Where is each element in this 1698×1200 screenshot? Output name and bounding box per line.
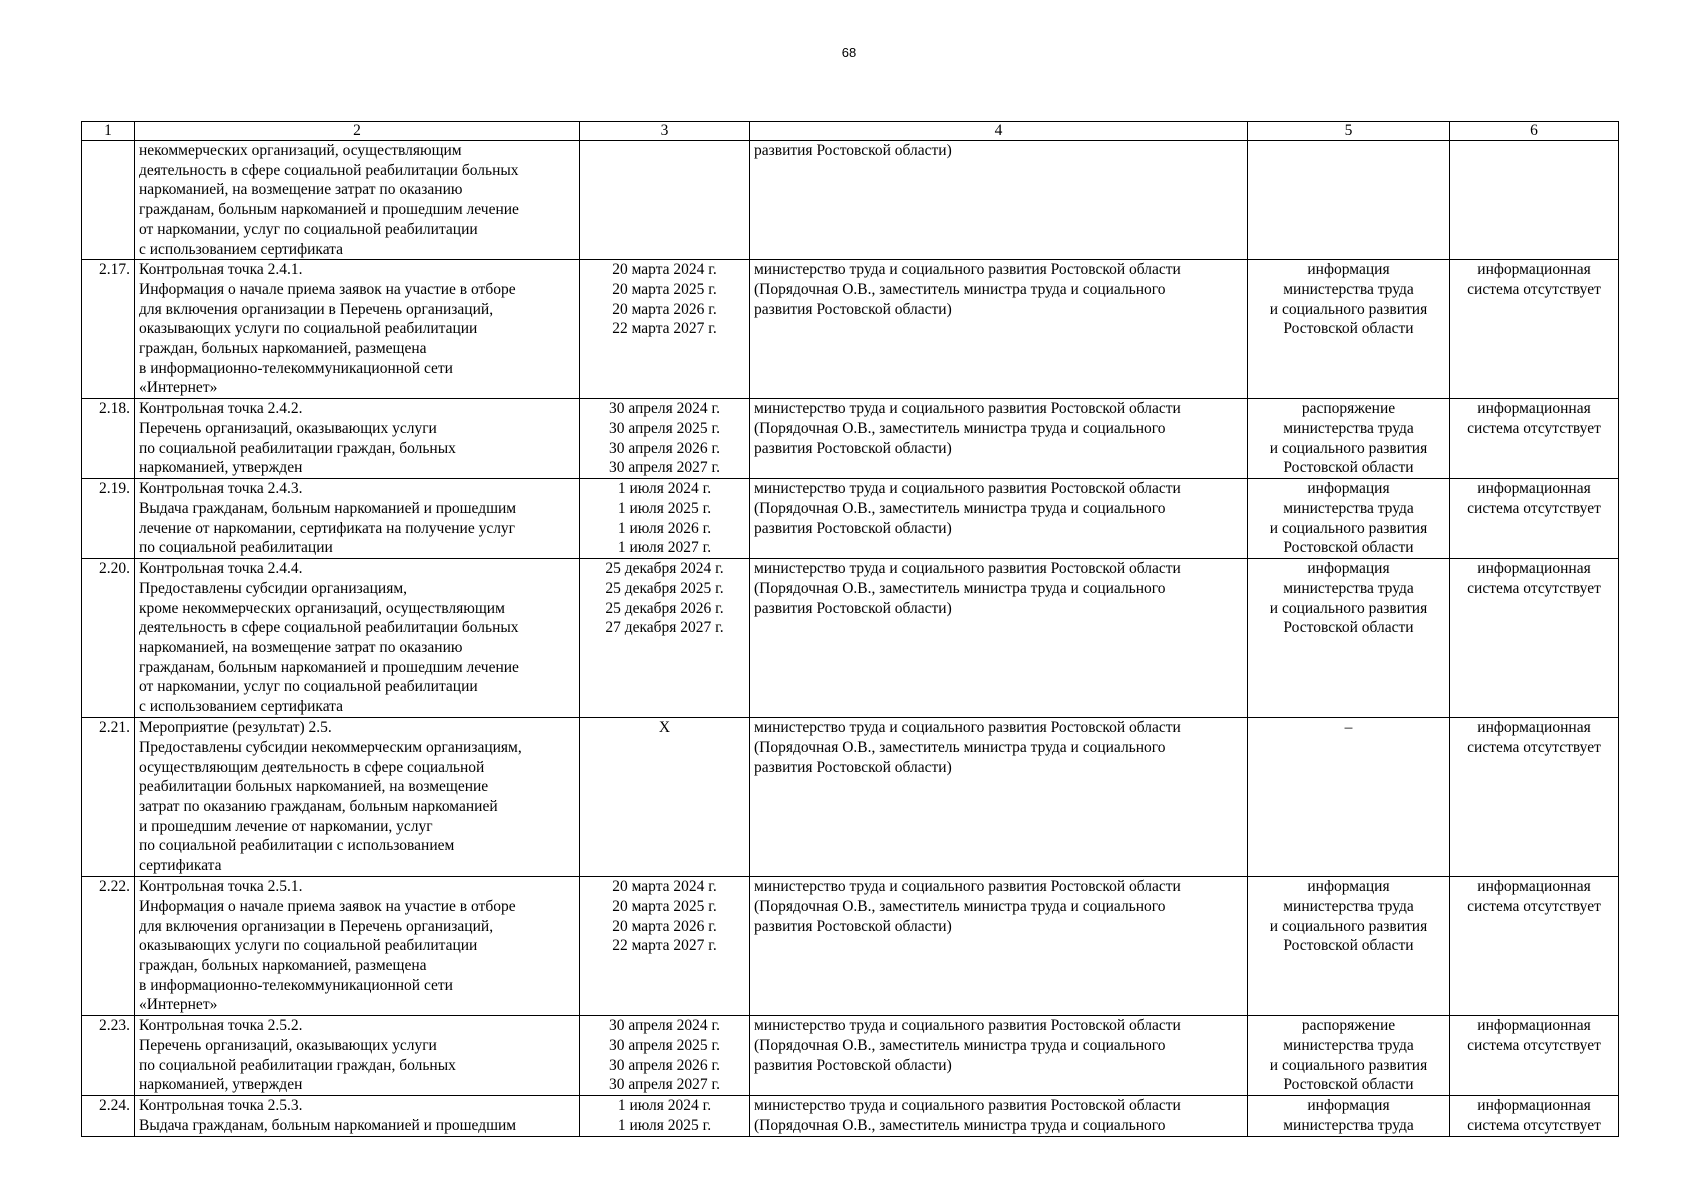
column-header: 5: [1248, 122, 1450, 141]
cell-line: Х: [658, 719, 671, 737]
cell-line: (Порядочная О.В., заместитель министра труда и социального: [754, 579, 1166, 597]
information-system-cell: [1450, 399, 1619, 479]
cell-line: 30 апреля 2024 г.: [608, 400, 721, 418]
cell-line: информационная: [1477, 878, 1591, 896]
column-header: 2: [135, 122, 580, 141]
row-number-cell: 2.20.: [82, 559, 135, 718]
cell-line: и социального развития: [1269, 599, 1428, 617]
cell-line: по социальной реабилитации граждан, больных: [139, 439, 456, 457]
cell-line: Ростовской области: [1283, 1076, 1414, 1094]
cell-line: информация: [1307, 480, 1390, 498]
cell-line: система отсутствует: [1467, 738, 1601, 756]
description-cell: [135, 559, 580, 718]
cell-line: министерство труда и социального развития Ростовской области: [754, 480, 1181, 498]
cell-line: Предоставлены субсидии организациям,: [139, 579, 408, 597]
page-number: 68: [841, 45, 857, 60]
cell-line: и социального развития: [1269, 300, 1428, 318]
row-number-cell: 2.18.: [82, 399, 135, 479]
cell-line: (Порядочная О.В., заместитель министра труда и социального: [754, 738, 1166, 756]
cell-line: развития Ростовской области): [754, 519, 952, 537]
description-cell: [135, 141, 580, 260]
cell-line: кроме некоммерческих организаций, осуществляющим: [139, 599, 505, 617]
cell-line: от наркомании, услуг по социальной реабилитации: [139, 220, 478, 238]
deadline-cell: [580, 718, 750, 877]
cell-line: и социального развития: [1269, 439, 1428, 457]
cell-line: информационная: [1477, 261, 1591, 279]
cell-line: 20 марта 2026 г.: [612, 300, 717, 318]
description-cell: [135, 1016, 580, 1096]
cell-line: 30 апреля 2025 г.: [608, 419, 721, 437]
information-system-cell: [1450, 559, 1619, 718]
cell-line: Контрольная точка 2.4.3.: [139, 480, 303, 498]
table-row: [82, 260, 1619, 399]
cell-line: Ростовской области: [1283, 937, 1414, 955]
cell-line: Ростовской области: [1283, 459, 1414, 477]
cell-line: система отсутствует: [1467, 579, 1601, 597]
information-system-cell: [1450, 260, 1619, 399]
cell-line: 25 декабря 2025 г.: [605, 579, 724, 597]
cell-line: Предоставлены субсидии некоммерческим организациям,: [139, 738, 522, 756]
cell-line: наркоманией, утвержден: [139, 1076, 303, 1094]
deadline-cell: [580, 260, 750, 399]
responsible-cell: [750, 1096, 1248, 1137]
row-number-cell: 2.21.: [82, 718, 135, 877]
deadline-cell: [580, 1016, 750, 1096]
responsible-cell: [750, 718, 1248, 877]
row-number-cell: 2.24.: [82, 1096, 135, 1137]
cell-line: по социальной реабилитации граждан, больных: [139, 1056, 456, 1074]
information-system-cell: [1450, 1016, 1619, 1096]
cell-line: от наркомании, услуг по социальной реабилитации: [139, 678, 478, 696]
cell-line: Ростовской области: [1283, 320, 1414, 338]
cell-line: министерство труда и социального развития Ростовской области: [754, 400, 1181, 418]
cell-line: развития Ростовской области): [754, 439, 952, 457]
responsible-cell: [750, 141, 1248, 260]
cell-line: 1 июля 2024 г.: [617, 1097, 712, 1115]
row-number-cell: 2.17.: [82, 260, 135, 399]
cell-line: развития Ростовской области): [754, 300, 952, 318]
table-body: [82, 141, 1619, 1137]
cell-line: Выдача гражданам, больным наркоманией и прошедшим: [139, 499, 517, 517]
cell-line: министерство труда и социального развития Ростовской области: [754, 878, 1181, 896]
table-row: [82, 399, 1619, 479]
deadline-cell: [580, 399, 750, 479]
document-cell: [1248, 1096, 1450, 1137]
column-header: 3: [580, 122, 750, 141]
table-row: [82, 718, 1619, 877]
cell-line: наркоманией, утвержден: [139, 459, 303, 477]
cell-line: 20 марта 2024 г.: [612, 878, 717, 896]
cell-line: 30 апреля 2024 г.: [608, 1017, 721, 1035]
row-number-cell: 2.22.: [82, 877, 135, 1016]
information-system-cell: [1450, 479, 1619, 559]
cell-line: Ростовской области: [1283, 619, 1414, 637]
cell-line: Информация о начале приема заявок на участие в отборе: [139, 280, 516, 298]
description-cell: [135, 479, 580, 559]
cell-line: министерства труда: [1283, 1116, 1414, 1134]
responsible-cell: [750, 559, 1248, 718]
cell-line: граждан, больных наркоманией, размещена: [139, 957, 427, 975]
cell-line: информация: [1307, 878, 1390, 896]
table-row: [82, 141, 1619, 260]
deadline-cell: [580, 479, 750, 559]
cell-line: Мероприятие (результат) 2.5.: [139, 719, 332, 737]
cell-line: оказывающих услуги по социальной реабилитации: [139, 937, 478, 955]
header-row: [82, 122, 1619, 141]
cell-line: информационная: [1477, 480, 1591, 498]
row-number-cell: 2.23.: [82, 1016, 135, 1096]
table-row: [82, 479, 1619, 559]
cell-line: министерства труда: [1283, 897, 1414, 915]
cell-line: 20 марта 2026 г.: [612, 917, 717, 935]
cell-line: министерства труда: [1283, 419, 1414, 437]
cell-line: гражданам, больным наркоманией и прошедшим лечение: [139, 658, 519, 676]
responsible-cell: [750, 479, 1248, 559]
cell-line: 1 июля 2025 г.: [617, 1116, 712, 1134]
cell-line: гражданам, больным наркоманией и прошедшим лечение: [139, 201, 519, 219]
cell-line: в информационно-телекоммуникационной сети: [139, 976, 453, 994]
cell-line: министерство труда и социального развития Ростовской области: [754, 560, 1181, 578]
cell-line: деятельность в сфере социальной реабилитации больных: [139, 161, 519, 179]
cell-line: 30 апреля 2025 г.: [608, 1036, 721, 1054]
description-cell: [135, 1096, 580, 1137]
cell-line: развития Ростовской области): [754, 1056, 952, 1074]
cell-line: система отсутствует: [1467, 1116, 1601, 1134]
document-cell: [1248, 877, 1450, 1016]
cell-line: развития Ростовской области): [754, 758, 952, 776]
cell-line: Контрольная точка 2.5.2.: [139, 1017, 303, 1035]
cell-line: сертификата: [139, 857, 222, 875]
cell-line: с использованием сертификата: [139, 698, 344, 716]
cell-line: 25 декабря 2026 г.: [605, 599, 724, 617]
cell-line: 20 марта 2025 г.: [612, 897, 717, 915]
cell-line: (Порядочная О.В., заместитель министра труда и социального: [754, 1036, 1166, 1054]
table-row: [82, 1016, 1619, 1096]
cell-line: в информационно-телекоммуникационной сети: [139, 359, 453, 377]
cell-line: деятельность в сфере социальной реабилитации больных: [139, 619, 519, 637]
responsible-cell: [750, 877, 1248, 1016]
cell-line: Контрольная точка 2.5.3.: [139, 1097, 303, 1115]
document-cell: [1248, 399, 1450, 479]
cell-line: распоряжение: [1301, 1017, 1396, 1035]
column-header: 6: [1450, 122, 1619, 141]
cell-line: система отсутствует: [1467, 499, 1601, 517]
cell-line: Информация о начале приема заявок на участие в отборе: [139, 897, 516, 915]
cell-line: и социального развития: [1269, 1056, 1428, 1074]
cell-line: развития Ростовской области): [754, 599, 952, 617]
cell-line: 1 июля 2025 г.: [617, 499, 712, 517]
column-header: 4: [750, 122, 1248, 141]
cell-line: министерство труда и социального развития Ростовской области: [754, 261, 1181, 279]
cell-line: Ростовской области: [1283, 539, 1414, 557]
cell-line: некоммерческих организаций, осуществляющим: [139, 142, 462, 159]
cell-line: министерство труда и социального развития Ростовской области: [754, 1097, 1181, 1115]
plan-table: [81, 121, 1619, 1137]
cell-line: Контрольная точка 2.4.4.: [139, 560, 303, 578]
document-cell: [1248, 479, 1450, 559]
cell-line: 1 июля 2027 г.: [617, 539, 712, 557]
document-cell: [1248, 718, 1450, 877]
cell-line: Контрольная точка 2.5.1.: [139, 878, 303, 896]
cell-line: 30 апреля 2027 г.: [608, 1076, 721, 1094]
description-cell: [135, 877, 580, 1016]
cell-line: 30 апреля 2026 г.: [608, 1056, 721, 1074]
row-number-cell: [82, 141, 135, 260]
information-system-cell: [1450, 141, 1619, 260]
cell-line: информация: [1307, 261, 1390, 279]
responsible-cell: [750, 1016, 1248, 1096]
column-header: 1: [82, 122, 135, 141]
cell-line: Контрольная точка 2.4.1.: [139, 261, 303, 279]
cell-line: 1 июля 2026 г.: [617, 519, 712, 537]
cell-line: информационная: [1477, 719, 1591, 737]
cell-line: наркоманией, на возмещение затрат по оказанию: [139, 639, 463, 657]
cell-line: министерства труда: [1283, 499, 1414, 517]
table-row: [82, 1096, 1619, 1137]
cell-line: Выдача гражданам, больным наркоманией и прошедшим: [139, 1116, 517, 1134]
document-cell: [1248, 141, 1450, 260]
information-system-cell: [1450, 1096, 1619, 1137]
cell-line: министерство труда и социального развития Ростовской области: [754, 719, 1181, 737]
deadline-cell: [580, 559, 750, 718]
cell-line: информационная: [1477, 560, 1591, 578]
responsible-cell: [750, 399, 1248, 479]
cell-line: 27 декабря 2027 г.: [605, 619, 724, 637]
cell-line: (Порядочная О.В., заместитель министра труда и социального: [754, 419, 1166, 437]
cell-line: наркоманией, на возмещение затрат по оказанию: [139, 181, 463, 199]
cell-line: 30 апреля 2027 г.: [608, 459, 721, 477]
cell-line: система отсутствует: [1467, 1036, 1601, 1054]
cell-line: (Порядочная О.В., заместитель министра труда и социального: [754, 1116, 1166, 1134]
cell-line: информационная: [1477, 1017, 1591, 1035]
cell-line: 20 марта 2025 г.: [612, 280, 717, 298]
cell-line: распоряжение: [1301, 400, 1396, 418]
cell-line: система отсутствует: [1467, 419, 1601, 437]
cell-line: (Порядочная О.В., заместитель министра труда и социального: [754, 280, 1166, 298]
cell-line: «Интернет»: [139, 996, 218, 1014]
cell-line: и прошедшим лечение от наркомании, услуг: [139, 817, 433, 835]
information-system-cell: [1450, 718, 1619, 877]
cell-line: для включения организации в Перечень организаций,: [139, 300, 494, 318]
cell-line: лечение от наркомании, сертификата на получение услуг: [139, 519, 516, 537]
deadline-cell: [580, 877, 750, 1016]
document-cell: [1248, 260, 1450, 399]
cell-line: 22 марта 2027 г.: [612, 320, 717, 338]
cell-line: (Порядочная О.В., заместитель министра труда и социального: [754, 897, 1166, 915]
cell-line: 22 марта 2027 г.: [612, 937, 717, 955]
cell-line: 30 апреля 2026 г.: [608, 439, 721, 457]
cell-line: (Порядочная О.В., заместитель министра труда и социального: [754, 499, 1166, 517]
cell-line: «Интернет»: [139, 379, 218, 397]
cell-line: по социальной реабилитации: [139, 539, 333, 557]
document-cell: [1248, 1016, 1450, 1096]
cell-line: информационная: [1477, 400, 1591, 418]
cell-line: министерства труда: [1283, 280, 1414, 298]
cell-line: граждан, больных наркоманией, размещена: [139, 340, 427, 358]
row-number-cell: 2.19.: [82, 479, 135, 559]
cell-line: информация: [1307, 560, 1390, 578]
cell-line: осуществляющим деятельность в сфере социальной: [139, 758, 485, 776]
deadline-cell: [580, 1096, 750, 1137]
cell-line: 20 марта 2024 г.: [612, 261, 717, 279]
information-system-cell: [1450, 877, 1619, 1016]
cell-line: система отсутствует: [1467, 897, 1601, 915]
table-row: [82, 877, 1619, 1016]
cell-line: министерства труда: [1283, 1036, 1414, 1054]
cell-line: 1 июля 2024 г.: [617, 480, 712, 498]
cell-line: развития Ростовской области): [754, 142, 952, 159]
cell-line: Контрольная точка 2.4.2.: [139, 400, 303, 418]
cell-line: по социальной реабилитации с использованием: [139, 837, 455, 855]
table-row: [82, 559, 1619, 718]
cell-line: затрат по оказанию гражданам, больным наркоманией: [139, 798, 498, 816]
cell-line: развития Ростовской области): [754, 917, 952, 935]
responsible-cell: [750, 260, 1248, 399]
cell-line: информационная: [1477, 1097, 1591, 1115]
cell-line: министерства труда: [1283, 579, 1414, 597]
document-cell: [1248, 559, 1450, 718]
cell-line: система отсутствует: [1467, 280, 1601, 298]
cell-line: оказывающих услуги по социальной реабилитации: [139, 320, 478, 338]
cell-line: Перечень организаций, оказывающих услуги: [139, 419, 437, 437]
cell-line: с использованием сертификата: [139, 240, 344, 258]
cell-line: министерство труда и социального развития Ростовской области: [754, 1017, 1181, 1035]
deadline-cell: [580, 141, 750, 260]
description-cell: [135, 399, 580, 479]
description-cell: [135, 260, 580, 399]
cell-line: 25 декабря 2024 г.: [605, 560, 724, 578]
cell-line: и социального развития: [1269, 519, 1428, 537]
description-cell: [135, 718, 580, 877]
cell-line: реабилитации больных наркоманией, на возмещение: [139, 778, 489, 796]
cell-line: для включения организации в Перечень организаций,: [139, 917, 494, 935]
cell-line: и социального развития: [1269, 917, 1428, 935]
cell-line: Перечень организаций, оказывающих услуги: [139, 1036, 437, 1054]
cell-line: информация: [1307, 1097, 1390, 1115]
cell-line: –: [1344, 719, 1353, 737]
